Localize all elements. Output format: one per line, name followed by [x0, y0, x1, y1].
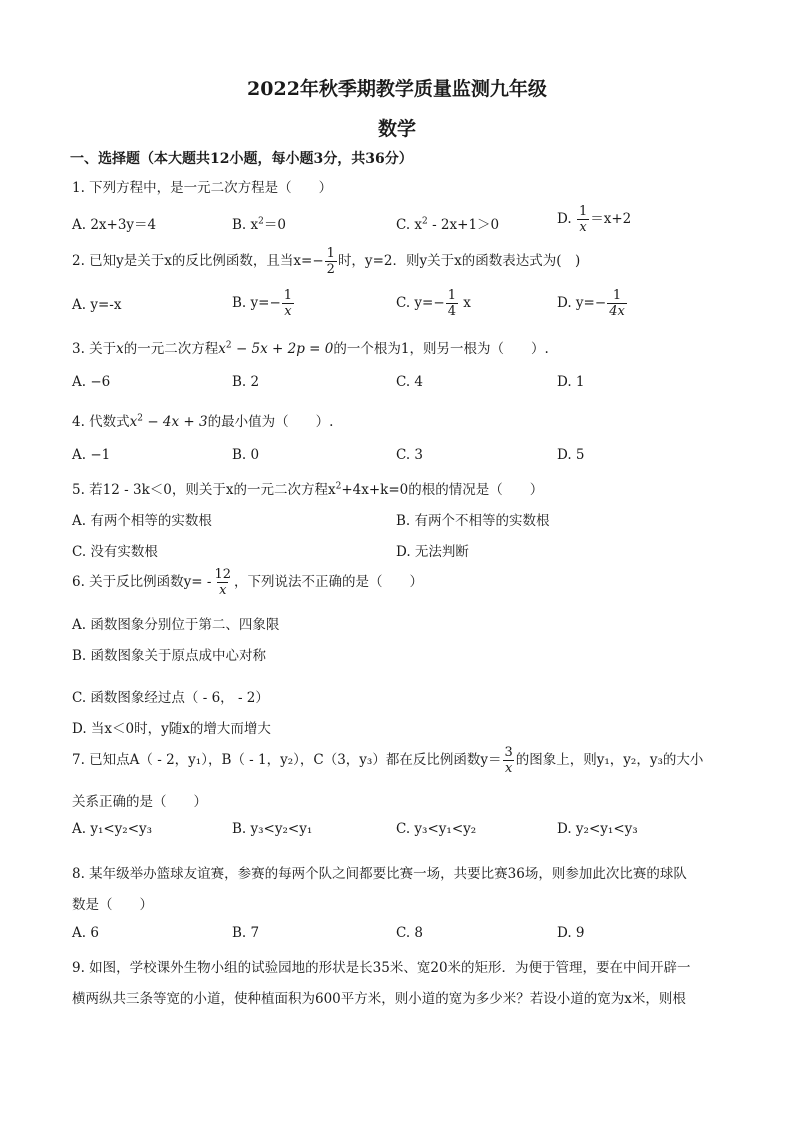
- section-heading: 一、选择题（本大题共12小题，每小题3分，共36分）: [70, 151, 413, 167]
- question-1: 1. 下列方程中，是一元二次方程是（ ）: [72, 180, 333, 196]
- question-8-line2: 数是（ ）: [72, 897, 153, 913]
- question-3: 3. 关于x的一元二次方程$x^2 - 5x + 2p = 0$的一个根为1，则另一根为（ ）.: [72, 340, 549, 357]
- q8-option-c: C. 8: [396, 925, 424, 941]
- q8-option-d: D. 9: [557, 925, 585, 941]
- q7-option-b: B. y₃<y₂<y₁: [232, 821, 313, 837]
- question-5: 5. 若12 - 3k＜0，则关于x的一元二次方程$x^2+4x+k=0$的根的情况是（ ）: [72, 481, 544, 498]
- q7-option-c: C. y₃<y₁<y₂: [396, 821, 477, 837]
- question-7-line2: 关系正确的是（ ）: [72, 794, 207, 810]
- q1-option-a: A. 2x+3y＝4: [72, 217, 157, 233]
- q6-option-c: C. 函数图象经过点（ - 6， - 2）: [72, 690, 269, 706]
- q1-option-c: C. $x^2 - 2x+1>0$: [396, 216, 500, 233]
- q6-option-d: D. 当x＜0时，y随x的增大而增大: [72, 721, 271, 737]
- q5-option-c: C. 没有实数根: [72, 544, 158, 560]
- q3-option-b: B. 2: [232, 374, 260, 390]
- fraction: $\frac{1}{x}$: [578, 204, 588, 235]
- q4-option-c: C. 3: [396, 447, 424, 463]
- q2-option-c: C. y=− $\frac{1}{4}$ x: [396, 288, 471, 319]
- q3-option-d: D. 1: [557, 374, 585, 390]
- q4-option-a: A. −1: [72, 447, 111, 463]
- q1-option-d: D. $\frac{1}{x}$ ＝x+2: [557, 204, 632, 235]
- q2-option-a: A. y=-x: [72, 297, 122, 313]
- q2-option-b: B. y=− $\frac{1}{x}$: [232, 288, 293, 319]
- q8-option-a: A. 6: [72, 925, 99, 941]
- q2-option-d: D. y=− $\frac{1}{4x}$: [557, 288, 625, 319]
- q7-option-d: D. y₂<y₁<y₃: [557, 821, 638, 837]
- question-9-line2: 横两纵共三条等宽的小道，使种植面积为600平方米，则小道的宽为多少米？若设小道的宽为x米，则根: [72, 991, 686, 1007]
- page-title: 2022年秋季期教学质量监测九年级: [247, 78, 547, 100]
- q5-option-a: A. 有两个相等的实数根: [72, 513, 212, 529]
- q5-option-b: B. 有两个不相等的实数根: [396, 513, 550, 529]
- q4-option-b: B. 0: [232, 447, 260, 463]
- q1-option-b: B. $x^2=0$: [232, 216, 286, 233]
- q6-option-a: A. 函数图象分别位于第二、四象限: [72, 617, 280, 633]
- question-4: 4. 代数式$x^2 - 4x + 3$的最小值为（ ）.: [72, 413, 334, 430]
- q8-option-b: B. 7: [232, 925, 260, 941]
- q6-option-b: B. 函数图象关于原点成中心对称: [72, 648, 267, 664]
- question-6: 6. 关于反比例函数y= - $\frac{12}{x}$ ，下列说法不正确的是（ ）: [72, 567, 424, 598]
- q5-option-d: D. 无法判断: [396, 544, 469, 560]
- subject-title: 数学: [377, 118, 416, 140]
- q7-option-a: A. y₁<y₂<y₃: [72, 821, 153, 837]
- question-9: 9. 如图，学校课外生物小组的试验园地的形状是长35米、宽20米的矩形．为便于管理，要在中间开辟一: [72, 960, 691, 976]
- question-7: 7. 已知点A（ - 2，y₁），B（ - 1，y₂），C（3，y₃）都在反比例函数y＝ $\frac{3}{x}$ 的图象上，则y₁，y₂，y₃的大小: [72, 745, 704, 776]
- question-8: 8. 某年级举办篮球友谊赛，参赛的每两个队之间都要比赛一场，共要比赛36场，则参加此次比赛的球队: [72, 866, 687, 882]
- question-2: 2. 已知y是关于x的反比例函数，且当x=− $\frac{1}{2}$ 时，y=2．则y关于x的函数表达式为( ): [72, 246, 581, 277]
- q3-option-c: C. 4: [396, 374, 424, 390]
- q4-option-d: D. 5: [557, 447, 585, 463]
- q3-option-a: A. −6: [72, 374, 111, 390]
